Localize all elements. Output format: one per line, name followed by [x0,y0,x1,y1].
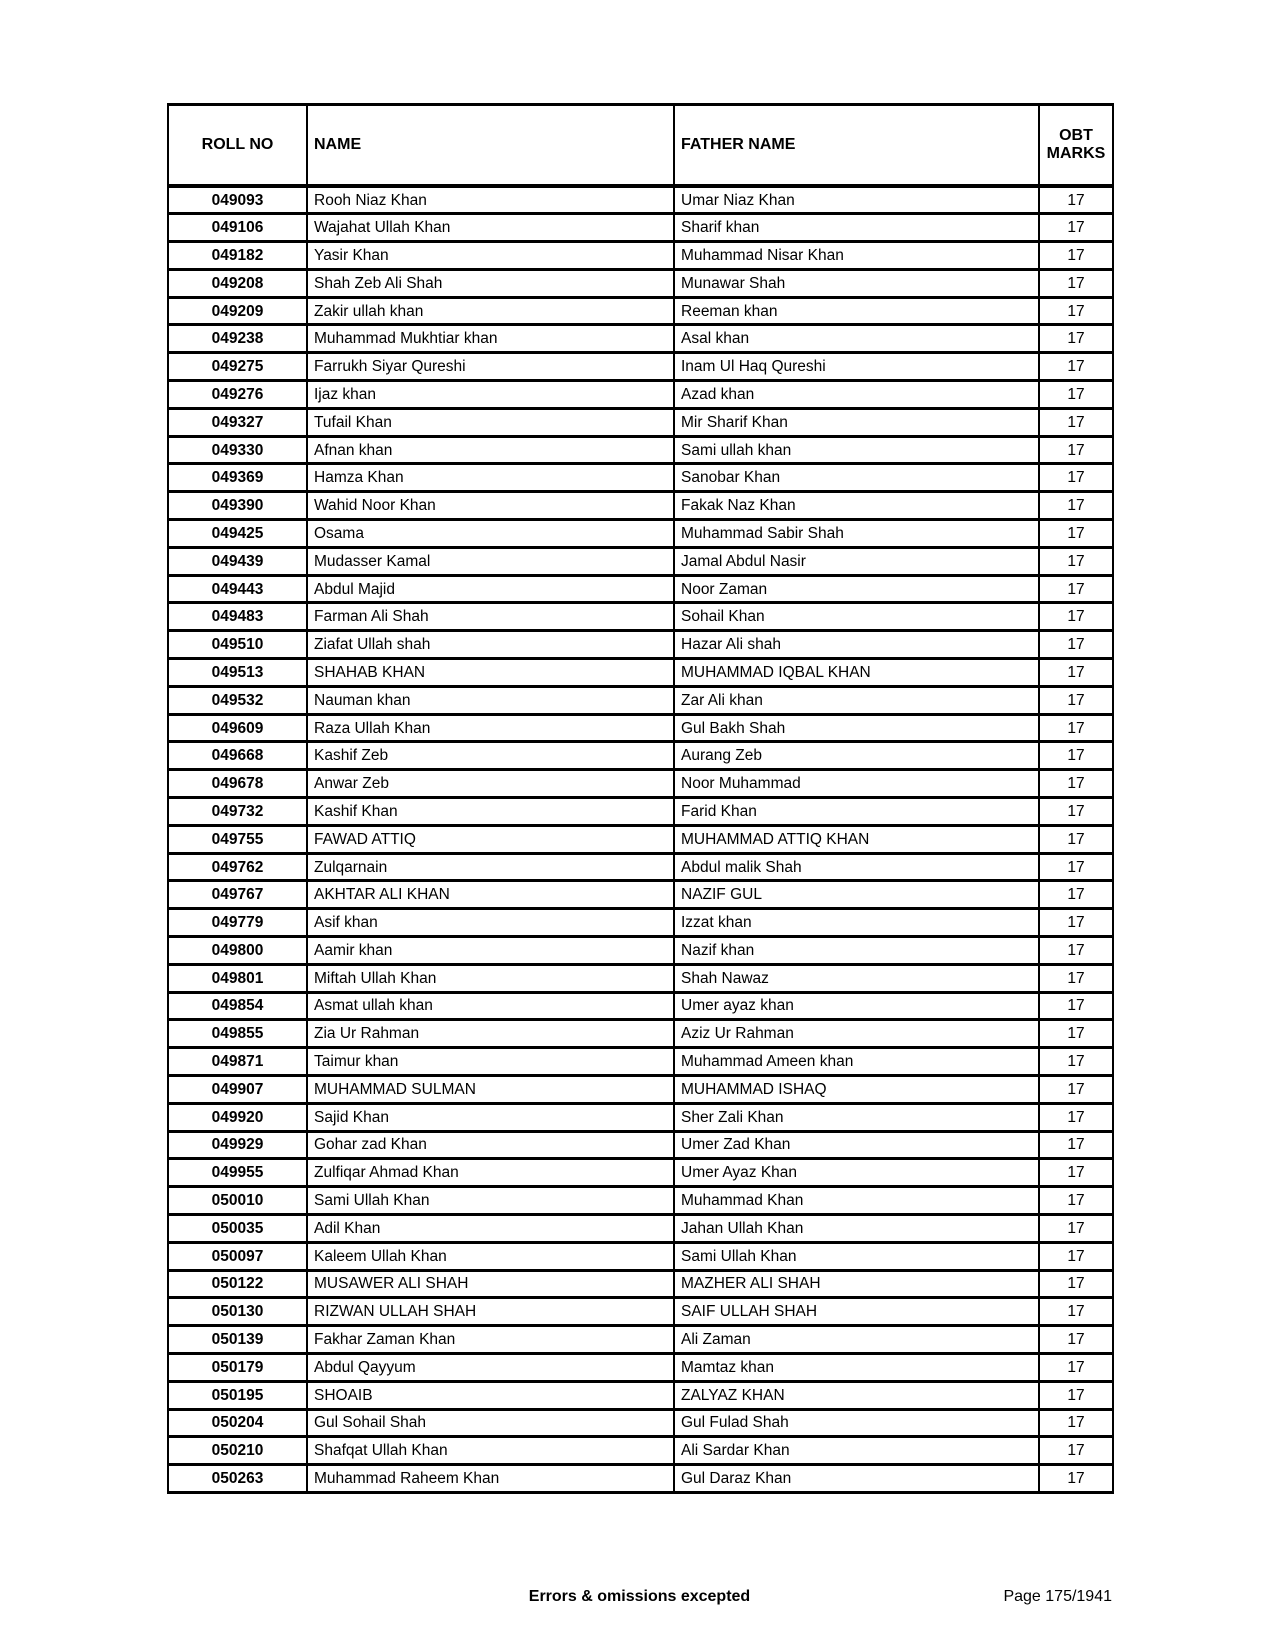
roll-no-cell: 049907 [168,1076,307,1104]
roll-no-cell: 049929 [168,1131,307,1159]
father-name-cell: Umer ayaz khan [674,992,1039,1020]
father-name-cell: Muhammad Nisar Khan [674,242,1039,270]
marks-cell: 17 [1039,325,1113,353]
marks-cell: 17 [1039,269,1113,297]
table-row [168,603,1113,631]
table-row [168,1353,1113,1381]
name-cell: MUSAWER ALI SHAH [307,1270,674,1298]
father-name-cell: Noor Zaman [674,575,1039,603]
table-row [168,1298,1113,1326]
roll-no-cell: 049425 [168,520,307,548]
marks-cell: 17 [1039,1409,1113,1437]
marks-cell: 17 [1039,492,1113,520]
marks-cell: 17 [1039,686,1113,714]
marks-cell: 17 [1039,520,1113,548]
father-name-cell: Reeman khan [674,297,1039,325]
roll-no-cell: 049238 [168,325,307,353]
table-row [168,242,1113,270]
marks-cell: 17 [1039,575,1113,603]
marks-cell: 17 [1039,242,1113,270]
roll-no-cell: 049276 [168,381,307,409]
name-cell: Kaleem Ullah Khan [307,1242,674,1270]
roll-no-cell: 049755 [168,825,307,853]
marks-cell: 17 [1039,1159,1113,1187]
table-row [168,992,1113,1020]
name-cell: Miftah Ullah Khan [307,964,674,992]
father-name-cell: Mamtaz khan [674,1353,1039,1381]
roll-no-cell: 049390 [168,492,307,520]
name-cell: Zakir ullah khan [307,297,674,325]
footer-page-number: Page 175/1941 [1003,1588,1112,1605]
roll-no-cell: 050179 [168,1353,307,1381]
table-row [168,881,1113,909]
marks-cell: 17 [1039,937,1113,965]
roll-no-cell: 049678 [168,770,307,798]
marks-cell: 17 [1039,909,1113,937]
marks-cell: 17 [1039,659,1113,687]
table-row [168,964,1113,992]
name-cell: Aamir khan [307,937,674,965]
marks-cell: 17 [1039,464,1113,492]
roll-no-cell: 049182 [168,242,307,270]
marks-cell: 17 [1039,1048,1113,1076]
marks-cell: 17 [1039,1076,1113,1104]
table-row [168,408,1113,436]
table-row [168,853,1113,881]
roll-no-cell: 049483 [168,603,307,631]
name-cell: Yasir Khan [307,242,674,270]
marks-cell: 17 [1039,1131,1113,1159]
table-row [168,1103,1113,1131]
father-name-cell: ZALYAZ KHAN [674,1381,1039,1409]
table-row [168,1020,1113,1048]
name-cell: Mudasser Kamal [307,547,674,575]
name-cell: Hamza Khan [307,464,674,492]
roll-no-cell: 049439 [168,547,307,575]
table-row [168,492,1113,520]
father-name-cell: Sharif khan [674,214,1039,242]
roll-no-cell: 049668 [168,742,307,770]
roll-no-cell: 049767 [168,881,307,909]
name-cell: Kashif Khan [307,798,674,826]
father-name-cell: Umar Niaz Khan [674,186,1039,214]
roll-no-cell: 050097 [168,1242,307,1270]
table-body [168,186,1113,1492]
father-name-cell: Jamal Abdul Nasir [674,547,1039,575]
table-row [168,1326,1113,1354]
table-row [168,547,1113,575]
table-row [168,325,1113,353]
father-name-cell: Sami ullah khan [674,436,1039,464]
marks-cell: 17 [1039,1187,1113,1215]
roll-no-cell: 049762 [168,853,307,881]
marks-cell: 17 [1039,436,1113,464]
table-row [168,909,1113,937]
table-row [168,1214,1113,1242]
table-row [168,520,1113,548]
marks-cell: 17 [1039,1242,1113,1270]
name-cell: MUHAMMAD SULMAN [307,1076,674,1104]
marks-cell: 17 [1039,1270,1113,1298]
marks-cell: 17 [1039,1326,1113,1354]
table-row [168,1076,1113,1104]
name-cell: Wahid Noor Khan [307,492,674,520]
roll-no-cell: 050195 [168,1381,307,1409]
name-cell: Farman Ali Shah [307,603,674,631]
table-row [168,297,1113,325]
roll-no-cell: 049801 [168,964,307,992]
marks-cell: 17 [1039,881,1113,909]
name-cell: Muhammad Raheem Khan [307,1465,674,1493]
name-cell: Asmat ullah khan [307,992,674,1020]
header-name: NAME [307,105,674,187]
roll-no-cell: 049532 [168,686,307,714]
header-row [168,105,1113,187]
father-name-cell: MUHAMMAD ISHAQ [674,1076,1039,1104]
table-row [168,381,1113,409]
name-cell: Osama [307,520,674,548]
father-name-cell: Nazif khan [674,937,1039,965]
name-cell: AKHTAR ALI KHAN [307,881,674,909]
table-row [168,1048,1113,1076]
roll-no-cell: 050263 [168,1465,307,1493]
roll-no-cell: 049275 [168,353,307,381]
father-name-cell: Umer Ayaz Khan [674,1159,1039,1187]
name-cell: Abdul Majid [307,575,674,603]
name-cell: Ijaz khan [307,381,674,409]
father-name-cell: MUHAMMAD IQBAL KHAN [674,659,1039,687]
roll-no-cell: 049871 [168,1048,307,1076]
father-name-cell: MUHAMMAD ATTIQ KHAN [674,825,1039,853]
marks-cell: 17 [1039,964,1113,992]
father-name-cell: Izzat khan [674,909,1039,937]
father-name-cell: Ali Zaman [674,1326,1039,1354]
table-row [168,464,1113,492]
table-row [168,742,1113,770]
table-row [168,825,1113,853]
table-row [168,714,1113,742]
name-cell: Raza Ullah Khan [307,714,674,742]
name-cell: Wajahat Ullah Khan [307,214,674,242]
marks-cell: 17 [1039,1298,1113,1326]
roll-no-cell: 049920 [168,1103,307,1131]
roll-no-cell: 049609 [168,714,307,742]
table-row [168,1242,1113,1270]
father-name-cell: Asal khan [674,325,1039,353]
table-row [168,1409,1113,1437]
table-row [168,1270,1113,1298]
roll-no-cell: 049327 [168,408,307,436]
name-cell: Gul Sohail Shah [307,1409,674,1437]
roll-no-cell: 049209 [168,297,307,325]
table-row [168,798,1113,826]
father-name-cell: Sher Zali Khan [674,1103,1039,1131]
table-row [168,1187,1113,1215]
table-row [168,575,1113,603]
roll-no-cell: 050122 [168,1270,307,1298]
father-name-cell: Zar Ali khan [674,686,1039,714]
marks-cell: 17 [1039,853,1113,881]
marks-cell: 17 [1039,1353,1113,1381]
name-cell: Ziafat Ullah shah [307,631,674,659]
father-name-cell: MAZHER ALI SHAH [674,1270,1039,1298]
name-cell: Tufail Khan [307,408,674,436]
roll-no-cell: 050010 [168,1187,307,1215]
marks-cell: 17 [1039,714,1113,742]
roll-no-cell: 049800 [168,937,307,965]
table-row [168,1465,1113,1493]
table-row [168,631,1113,659]
father-name-cell: Muhammad Ameen khan [674,1048,1039,1076]
father-name-cell: Aurang Zeb [674,742,1039,770]
roll-no-cell: 049855 [168,1020,307,1048]
father-name-cell: Jahan Ullah Khan [674,1214,1039,1242]
marks-cell: 17 [1039,1437,1113,1465]
father-name-cell: Ali Sardar Khan [674,1437,1039,1465]
table-header [168,105,1113,187]
header-obt-marks: OBT MARKS [1039,105,1113,187]
name-cell: Zia Ur Rahman [307,1020,674,1048]
marks-cell: 17 [1039,381,1113,409]
father-name-cell: Aziz Ur Rahman [674,1020,1039,1048]
name-cell: Taimur khan [307,1048,674,1076]
father-name-cell: Hazar Ali shah [674,631,1039,659]
roll-no-cell: 049106 [168,214,307,242]
table-row [168,1437,1113,1465]
name-cell: Zulfiqar Ahmad Khan [307,1159,674,1187]
marks-cell: 17 [1039,353,1113,381]
roll-no-cell: 050130 [168,1298,307,1326]
header-roll-no: ROLL NO [168,105,307,187]
marks-cell: 17 [1039,770,1113,798]
table-row [168,1131,1113,1159]
marks-cell: 17 [1039,992,1113,1020]
father-name-cell: Shah Nawaz [674,964,1039,992]
table-row [168,269,1113,297]
footer-disclaimer: Errors & omissions excepted [528,1588,751,1605]
name-cell: Afnan khan [307,436,674,464]
father-name-cell: Mir Sharif Khan [674,408,1039,436]
name-cell: Fakhar Zaman Khan [307,1326,674,1354]
name-cell: Asif khan [307,909,674,937]
table-row [168,1381,1113,1409]
father-name-cell: Azad khan [674,381,1039,409]
name-cell: Farrukh Siyar Qureshi [307,353,674,381]
father-name-cell: Noor Muhammad [674,770,1039,798]
marks-cell: 17 [1039,214,1113,242]
marks-cell: 17 [1039,547,1113,575]
name-cell: Muhammad Mukhtiar khan [307,325,674,353]
roll-no-cell: 050035 [168,1214,307,1242]
table-row [168,353,1113,381]
results-table [167,103,1114,1494]
marks-cell: 17 [1039,408,1113,436]
marks-cell: 17 [1039,1381,1113,1409]
father-name-cell: Sohail Khan [674,603,1039,631]
name-cell: Anwar Zeb [307,770,674,798]
name-cell: Kashif Zeb [307,742,674,770]
father-name-cell: Farid Khan [674,798,1039,826]
roll-no-cell: 049732 [168,798,307,826]
father-name-cell: Fakak Naz Khan [674,492,1039,520]
roll-no-cell: 049208 [168,269,307,297]
father-name-cell: Muhammad Sabir Shah [674,520,1039,548]
table-row [168,1159,1113,1187]
table-row [168,214,1113,242]
name-cell: SHAHAB KHAN [307,659,674,687]
name-cell: Nauman khan [307,686,674,714]
table-row [168,436,1113,464]
roll-no-cell: 050204 [168,1409,307,1437]
table-row [168,770,1113,798]
name-cell: Sami Ullah Khan [307,1187,674,1215]
marks-cell: 17 [1039,1214,1113,1242]
name-cell: Sajid Khan [307,1103,674,1131]
father-name-cell: Gul Bakh Shah [674,714,1039,742]
name-cell: Shah Zeb Ali Shah [307,269,674,297]
father-name-cell: Umer Zad Khan [674,1131,1039,1159]
father-name-cell: Inam Ul Haq Qureshi [674,353,1039,381]
father-name-cell: Sami Ullah Khan [674,1242,1039,1270]
roll-no-cell: 049330 [168,436,307,464]
roll-no-cell: 049513 [168,659,307,687]
name-cell: Gohar zad Khan [307,1131,674,1159]
name-cell: Zulqarnain [307,853,674,881]
father-name-cell: Abdul malik Shah [674,853,1039,881]
table-row [168,937,1113,965]
father-name-cell: Gul Daraz Khan [674,1465,1039,1493]
roll-no-cell: 049955 [168,1159,307,1187]
table-row [168,186,1113,214]
table-row [168,659,1113,687]
name-cell: RIZWAN ULLAH SHAH [307,1298,674,1326]
marks-cell: 17 [1039,631,1113,659]
header-father-name: FATHER NAME [674,105,1039,187]
marks-cell: 17 [1039,798,1113,826]
father-name-cell: NAZIF GUL [674,881,1039,909]
marks-cell: 17 [1039,1020,1113,1048]
father-name-cell: Gul Fulad Shah [674,1409,1039,1437]
marks-cell: 17 [1039,603,1113,631]
name-cell: FAWAD ATTIQ [307,825,674,853]
roll-no-cell: 049443 [168,575,307,603]
marks-cell: 17 [1039,186,1113,214]
name-cell: Abdul Qayyum [307,1353,674,1381]
name-cell: SHOAIB [307,1381,674,1409]
roll-no-cell: 050210 [168,1437,307,1465]
roll-no-cell: 050139 [168,1326,307,1354]
father-name-cell: SAIF ULLAH SHAH [674,1298,1039,1326]
marks-cell: 17 [1039,297,1113,325]
roll-no-cell: 049093 [168,186,307,214]
marks-cell: 17 [1039,742,1113,770]
roll-no-cell: 049510 [168,631,307,659]
marks-cell: 17 [1039,1465,1113,1493]
name-cell: Rooh Niaz Khan [307,186,674,214]
father-name-cell: Munawar Shah [674,269,1039,297]
father-name-cell: Muhammad Khan [674,1187,1039,1215]
marks-cell: 17 [1039,825,1113,853]
father-name-cell: Sanobar Khan [674,464,1039,492]
name-cell: Adil Khan [307,1214,674,1242]
roll-no-cell: 049779 [168,909,307,937]
marks-cell: 17 [1039,1103,1113,1131]
name-cell: Shafqat Ullah Khan [307,1437,674,1465]
roll-no-cell: 049369 [168,464,307,492]
roll-no-cell: 049854 [168,992,307,1020]
table-row [168,686,1113,714]
